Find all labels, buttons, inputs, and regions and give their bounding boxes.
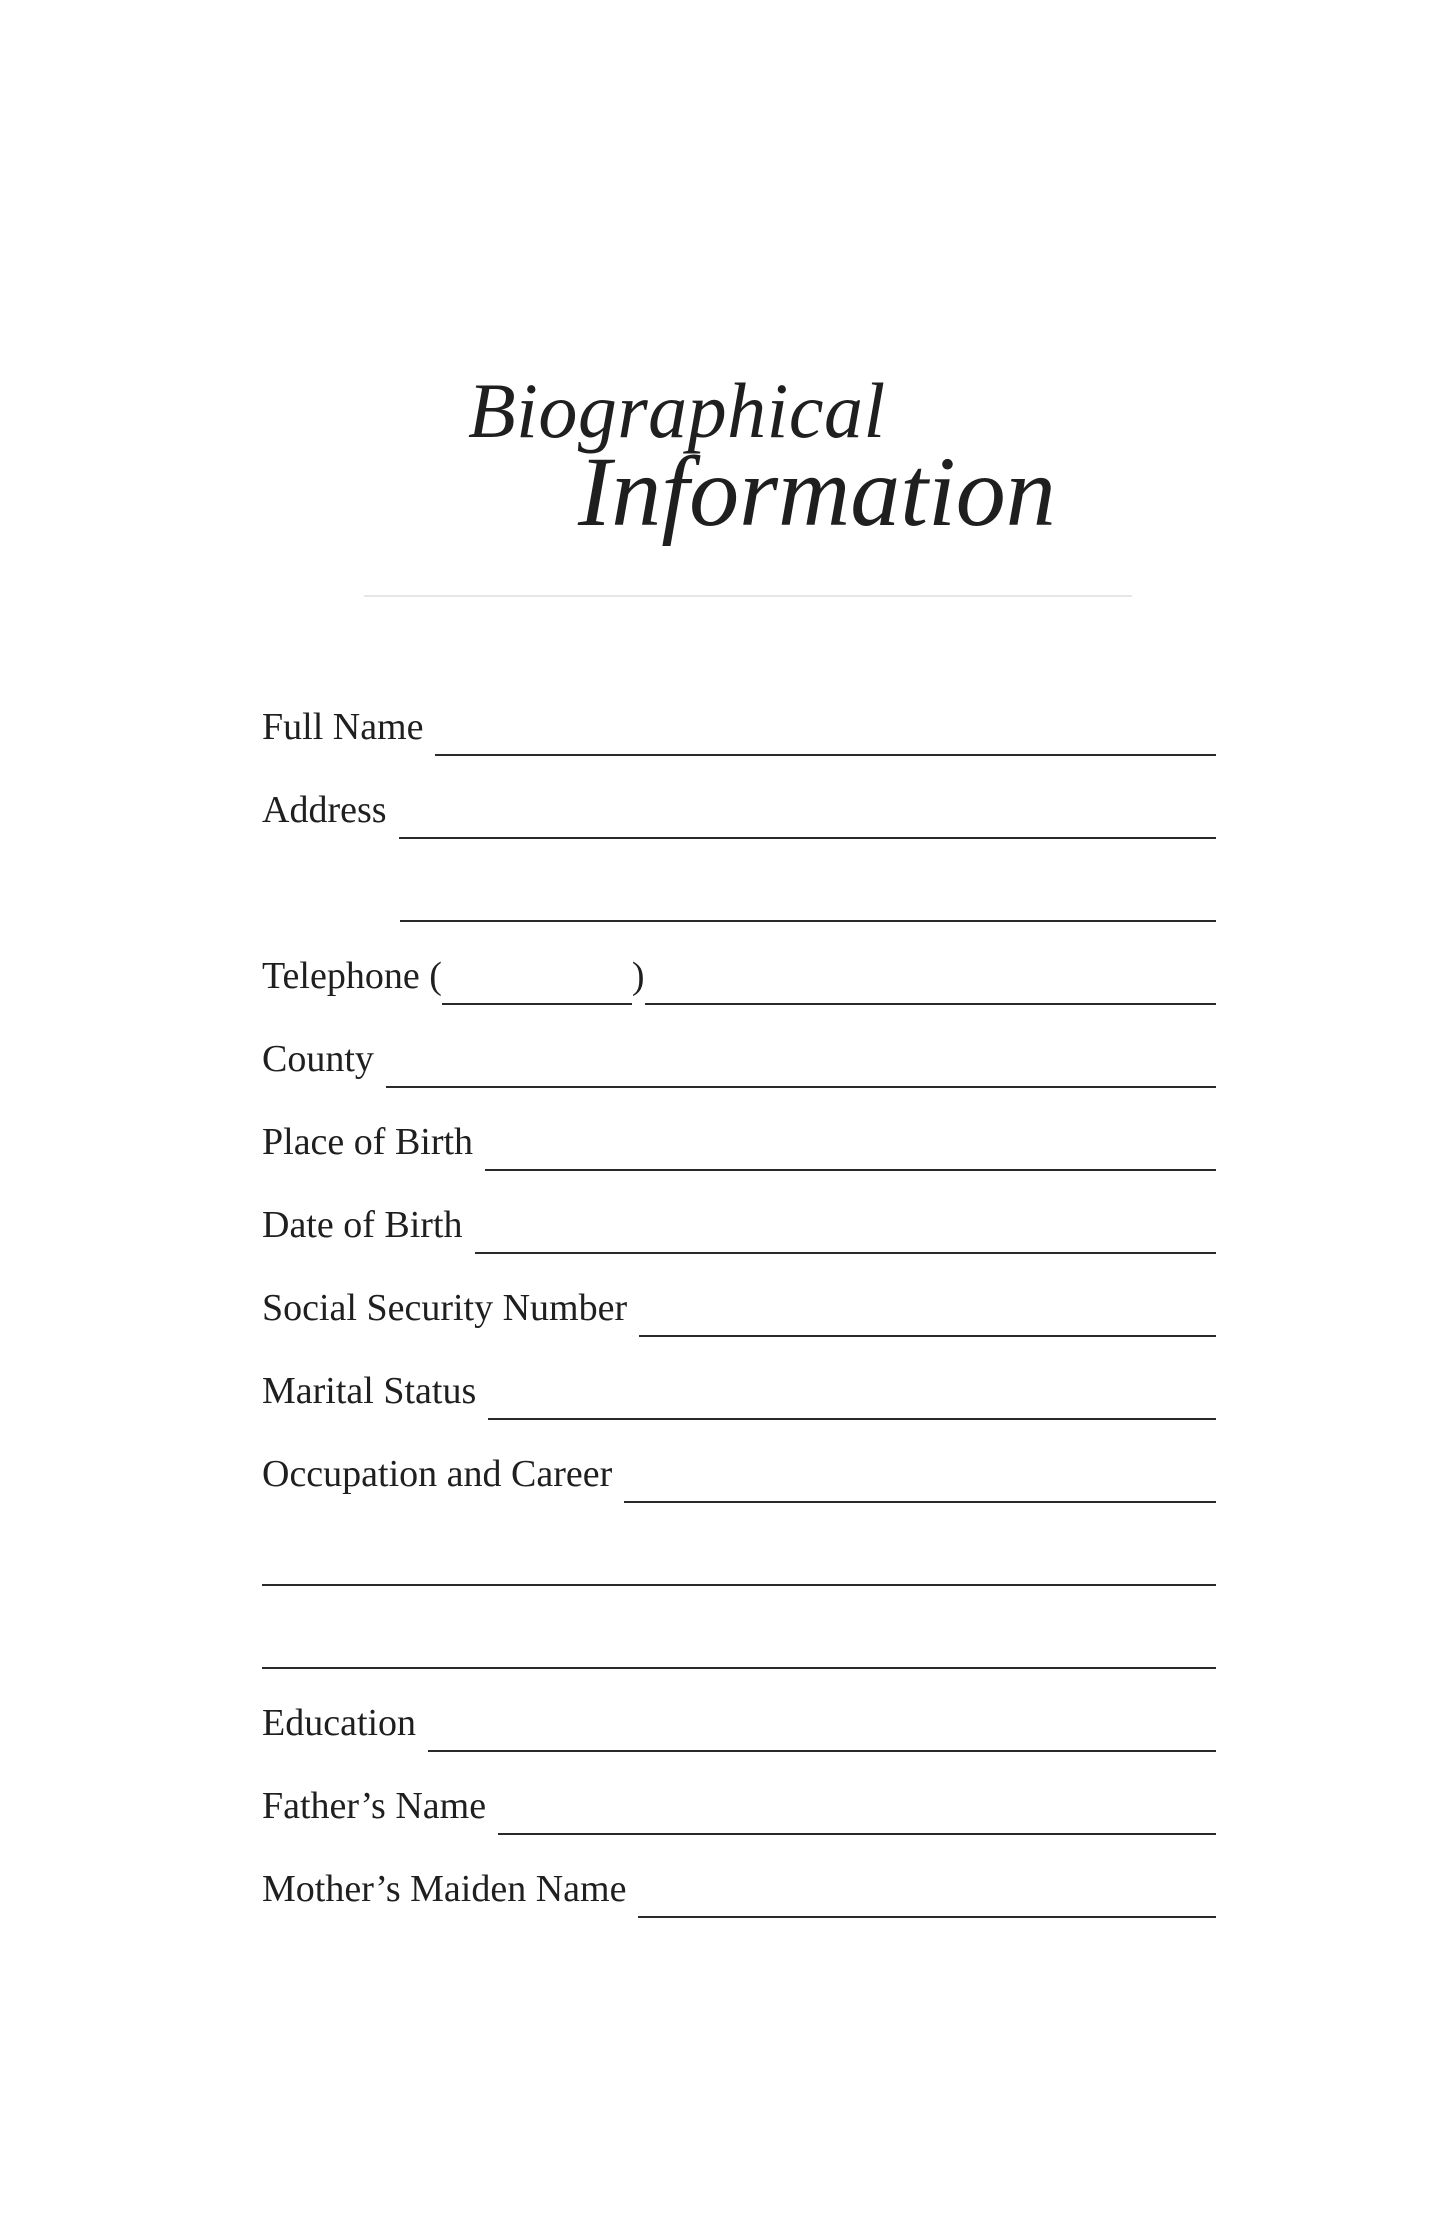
page-title-biographical: Biographical: [468, 367, 886, 454]
occupation-row-3: [262, 1599, 1216, 1669]
occupation-field-line1[interactable]: [624, 1501, 1216, 1503]
full-name-field[interactable]: [435, 754, 1216, 756]
ssn-field[interactable]: [639, 1335, 1216, 1337]
fathers-name-label: Father’s Name: [262, 1785, 487, 1827]
fathers-name-row: [262, 1765, 1216, 1835]
mothers-maiden-name-row: [262, 1848, 1216, 1918]
address-label: Address: [262, 789, 387, 831]
telephone-area-code-field[interactable]: [442, 1003, 632, 1005]
date-of-birth-label: Date of Birth: [262, 1204, 463, 1246]
ssn-row: [262, 1267, 1216, 1337]
address-field-line2[interactable]: [400, 920, 1216, 922]
education-label: Education: [262, 1702, 417, 1744]
page-title-information: Information: [578, 436, 1056, 547]
occupation-field-line2[interactable]: [262, 1584, 1216, 1586]
telephone-close-paren: ): [631, 955, 645, 997]
occupation-field-line3[interactable]: [262, 1667, 1216, 1669]
address-field-line1[interactable]: [399, 837, 1216, 839]
place-of-birth-row: [262, 1101, 1216, 1171]
occupation-row-2: [262, 1516, 1216, 1586]
telephone-label: Telephone (: [262, 955, 442, 997]
occupation-row: [262, 1433, 1216, 1503]
marital-status-field[interactable]: [488, 1418, 1216, 1420]
education-row: [262, 1682, 1216, 1752]
telephone-number-field[interactable]: [645, 1003, 1216, 1005]
date-of-birth-field[interactable]: [475, 1252, 1216, 1254]
education-field[interactable]: [428, 1750, 1216, 1752]
address-row-2: [400, 852, 1216, 922]
county-row: [262, 1018, 1216, 1088]
mothers-maiden-name-field[interactable]: [638, 1916, 1216, 1918]
marital-status-row: [262, 1350, 1216, 1420]
county-field[interactable]: [386, 1086, 1216, 1088]
place-of-birth-field[interactable]: [485, 1169, 1216, 1171]
place-of-birth-label: Place of Birth: [262, 1121, 474, 1163]
telephone-row: [262, 935, 1216, 1005]
ssn-label: Social Security Number: [262, 1287, 628, 1329]
occupation-label: Occupation and Career: [262, 1453, 613, 1495]
date-of-birth-row: [262, 1184, 1216, 1254]
address-row: [262, 769, 1216, 839]
full-name-row: [262, 686, 1216, 756]
fathers-name-field[interactable]: [498, 1833, 1216, 1835]
county-label: County: [262, 1038, 374, 1080]
title-divider: [364, 595, 1132, 597]
mothers-maiden-name-label: Mother’s Maiden Name: [262, 1868, 627, 1910]
marital-status-label: Marital Status: [262, 1370, 477, 1412]
full-name-label: Full Name: [262, 706, 424, 748]
